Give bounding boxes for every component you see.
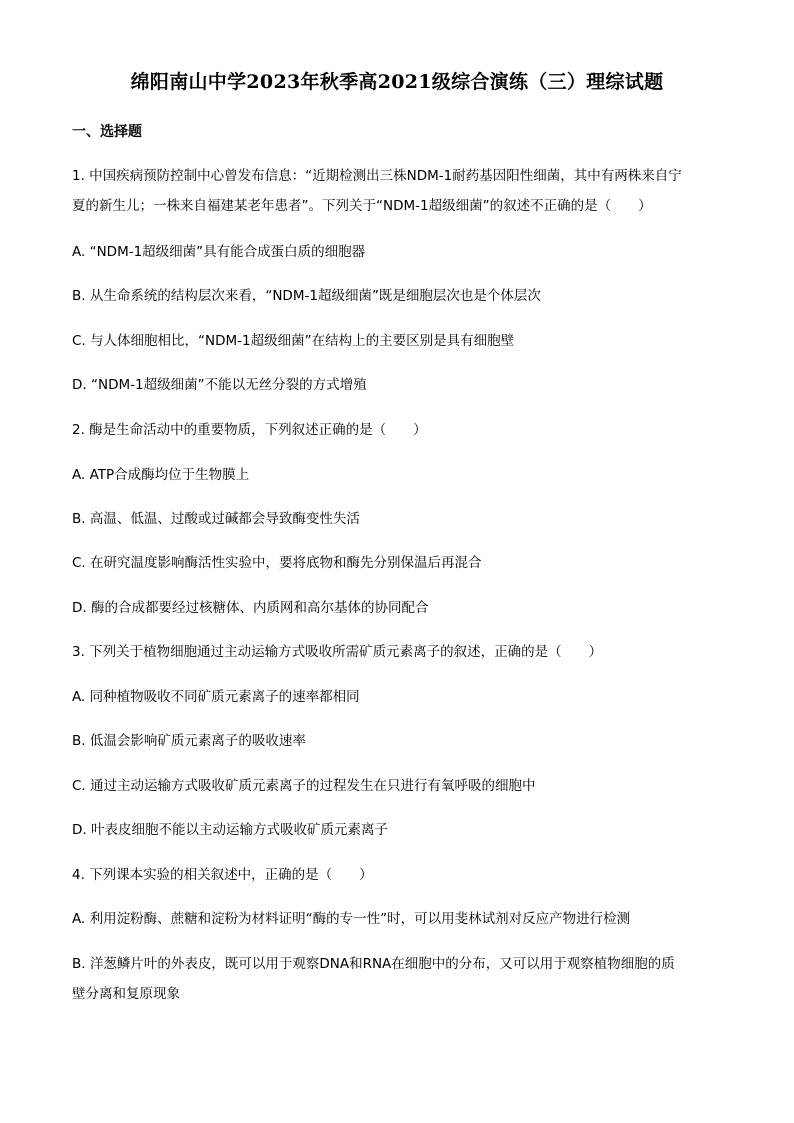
question-2-option-c: C. 在研究温度影响酶活性实验中，要将底物和酶先分别保温后再混合 (72, 555, 482, 571)
question-1-stem-line-2: 夏的新生儿；一株来自福建某老年患者”。下列关于“NDM-1超级细菌”的叙述不正确的是（ ） (72, 198, 652, 214)
question-1-option-a: A. “NDM-1超级细菌”具有能合成蛋白质的细胞器 (72, 244, 366, 260)
question-3-option-d: D. 叶表皮细胞不能以主动运输方式吸收矿质元素离子 (72, 822, 388, 838)
question-3-option-b: B. 低温会影响矿质元素离子的吸收速率 (72, 733, 306, 749)
question-2-option-b: B. 高温、低温、过酸或过碱都会导致酶变性失活 (72, 511, 360, 527)
question-3-option-a: A. 同种植物吸收不同矿质元素离子的速率都相同 (72, 689, 360, 705)
question-2-option-d: D. 酶的合成都要经过核糖体、内质网和高尔基体的协同配合 (72, 600, 429, 616)
question-4-option-b-line-1: B. 洋葱鳞片叶的外表皮，既可以用于观察DNA和RNA在细胞中的分布，又可以用于观察植物细胞的质 (72, 956, 675, 972)
question-1-option-b: B. 从生命系统的结构层次来看，“NDM-1超级细菌”既是细胞层次也是个体层次 (72, 288, 541, 304)
question-4-option-b-line-2: 壁分离和复原现象 (72, 986, 180, 1002)
question-1-option-d: D. “NDM-1超级细菌”不能以无丝分裂的方式增殖 (72, 377, 367, 393)
question-4-option-a: A. 利用淀粉酶、蔗糖和淀粉为材料证明“酶的专一性”时，可以用斐林试剂对反应产物进行检测 (72, 911, 631, 927)
question-2-option-a: A. ATP合成酶均位于生物膜上 (72, 467, 250, 483)
question-1-option-c: C. 与人体细胞相比，“NDM-1超级细菌”在结构上的主要区别是具有细胞壁 (72, 333, 515, 349)
question-4-stem-line-1: 4. 下列课本实验的相关叙述中，正确的是（ ） (72, 867, 373, 883)
question-2-stem-line-1: 2. 酶是生命活动中的重要物质，下列叙述正确的是（ ） (72, 422, 427, 438)
page-title: 绵阳南山中学2023年秋季高2021级综合演练（三）理综试题 (130, 71, 664, 93)
question-3-option-c: C. 通过主动运输方式吸收矿质元素离子的过程发生在只进行有氧呼吸的细胞中 (72, 778, 536, 794)
section-heading: 一、选择题 (72, 124, 142, 140)
question-3-stem-line-1: 3. 下列关于植物细胞通过主动运输方式吸收所需矿质元素离子的叙述，正确的是（ ） (72, 644, 603, 660)
question-1-stem-line-1: 1. 中国疾病预防控制中心曾发布信息：“近期检测出三株NDM-1耐药基因阳性细菌，其中有两株来自宁 (72, 168, 682, 184)
